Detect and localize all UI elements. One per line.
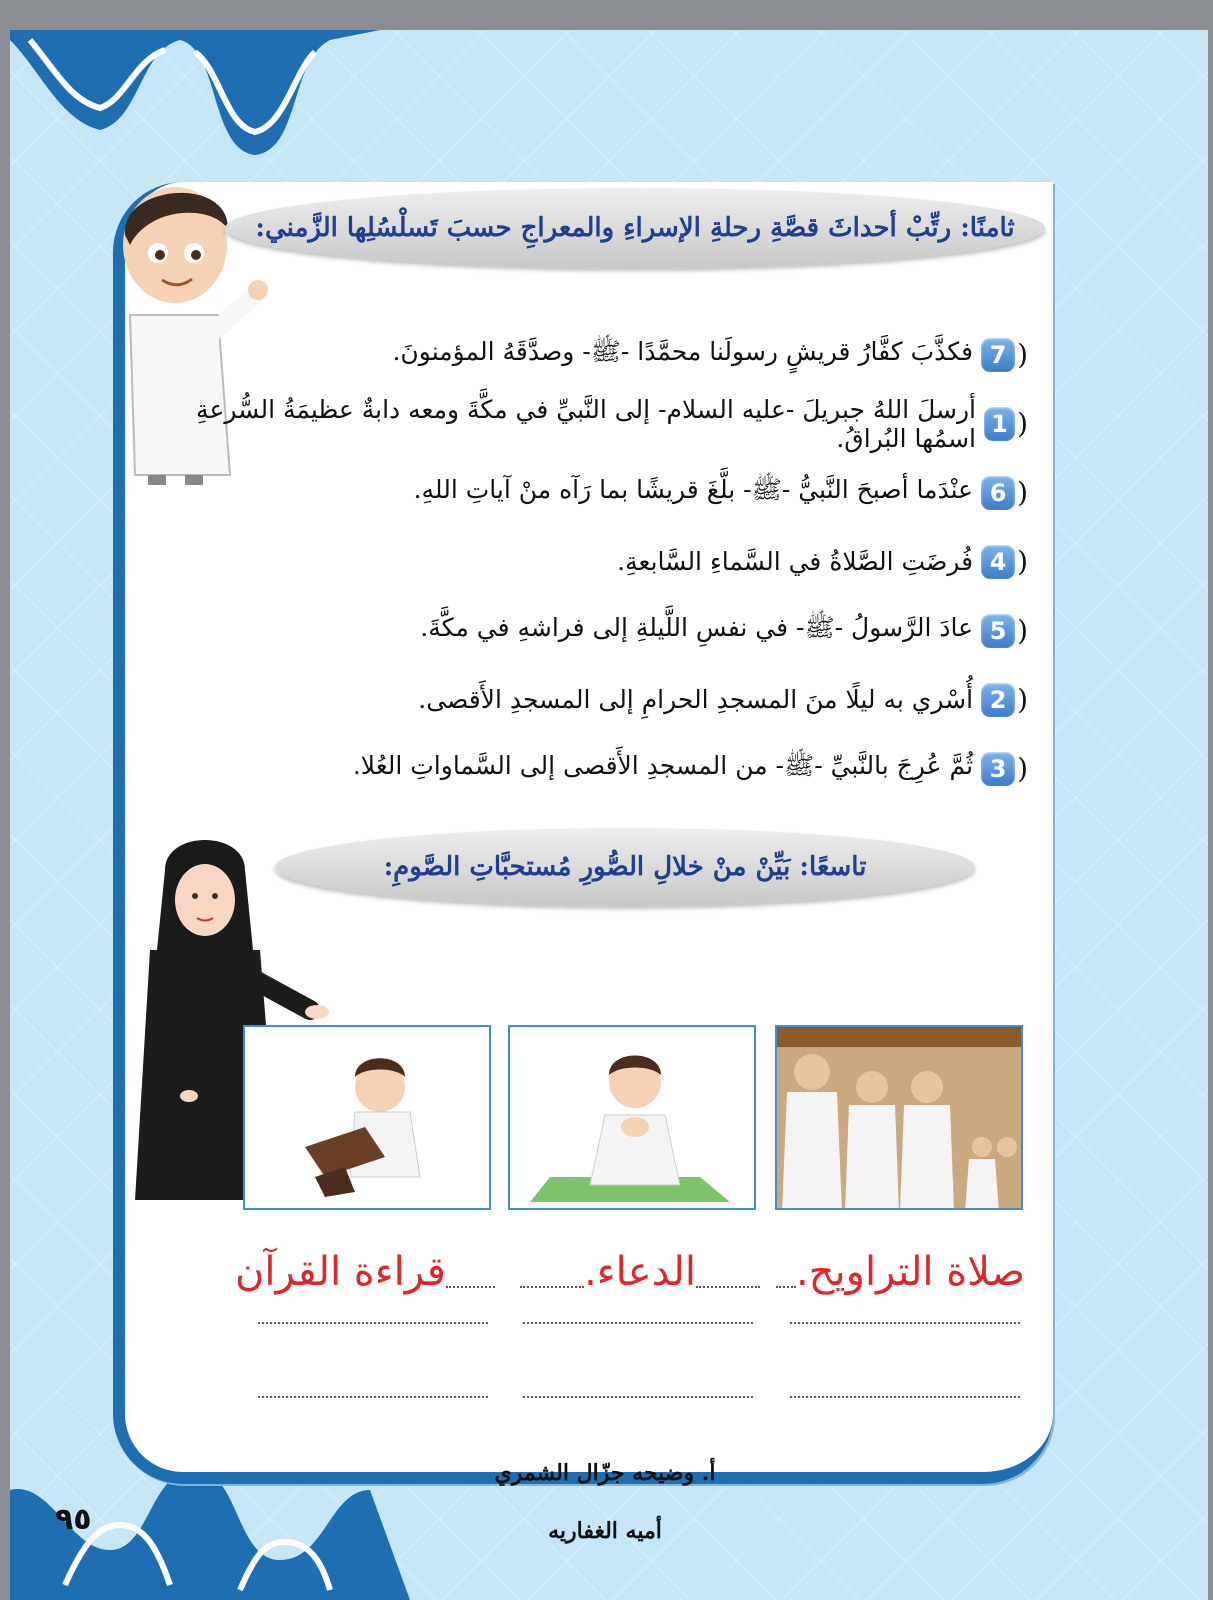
section8-heading-bubble <box>225 188 1045 268</box>
order-number-box[interactable]: 1 <box>984 407 1015 441</box>
list-item: ( 5 عادَ الرَّسولُ -ﷺ- في نفسِ اللَّيلةِ إلى فراشهِ في مكَّةَ. <box>420 613 1028 647</box>
answer-quran[interactable] <box>235 1242 495 1302</box>
list-item: ( 2 أُسْري به ليلًا منَ المسجدِ الحرامِ إلى المسجدِ الأَقصى. <box>418 683 1028 716</box>
event-text: أُسْري به ليلًا منَ المسجدِ الحرامِ إلى المسجدِ الأَقصى. <box>418 685 974 714</box>
list-item: ( 3 ثُمَّ عُرِجَ بالنَّبيِّ -ﷺ- من المسجدِ الأَقصى إلى السَّماواتِ العُلا. <box>352 751 1028 785</box>
school-name: أميه الغفاريه <box>548 1518 662 1544</box>
answer-line <box>446 1286 495 1288</box>
answer-taraweeh[interactable] <box>785 1242 1025 1302</box>
blank-line[interactable] <box>790 1322 1020 1324</box>
photo-taraweeh <box>775 1025 1023 1210</box>
event-text: فكذَّبَ كفَّارُ قريشٍ رسولَنا محمَّدًا -ﷺ- وصدَّقَهُ المؤمنونَ. <box>392 337 974 366</box>
teacher-name: أ. وضيحه جزّال الشمري <box>494 1460 716 1486</box>
order-number-box[interactable]: 4 <box>981 545 1015 579</box>
ordering-list <box>128 320 1028 803</box>
event-text: أرسلَ اللهُ جبريلَ -عليه السلام- إلى النَّبيِّ في مكَّةَ ومعه دابةٌ عظيمَةُ السُّرعةِ اسمُها البُراقُ. <box>196 394 976 453</box>
blank-line[interactable] <box>523 1396 753 1398</box>
order-number-box[interactable]: 5 <box>981 614 1015 648</box>
blank-line[interactable] <box>790 1396 1020 1398</box>
list-item: ( 7 فكذَّبَ كفَّارُ قريشٍ رسولَنا محمَّدًا -ﷺ- وصدَّقَهُ المؤمنونَ. <box>392 337 1028 371</box>
dua-illustration <box>510 1027 756 1210</box>
order-number-box[interactable]: 2 <box>981 683 1015 717</box>
order-number-box[interactable]: 6 <box>981 476 1015 510</box>
section9-heading: تاسعًا: بَيِّنْ منْ خلالِ الصُّورِ مُستحبَّاتِ الصَّومِ: <box>383 852 867 882</box>
answer-text: قراءة القرآن <box>235 1249 446 1295</box>
page-number: ٩٥ <box>55 1502 92 1537</box>
photo-reading-quran <box>243 1025 491 1210</box>
answer-text: صلاة التراويح. <box>795 1249 1025 1295</box>
answer-line <box>776 1286 796 1288</box>
blank-line[interactable] <box>258 1322 488 1324</box>
list-item: ( 1 أرسلَ اللهُ جبريلَ -عليه السلام- إلى النَّبيِّ في مكَّةَ ومعه دابةٌ عظيمَةُ السُّرعةِ اسمُها البُراقُ. <box>128 389 1028 458</box>
answer-dua[interactable] <box>520 1242 760 1302</box>
top-wave-decoration <box>10 30 380 190</box>
event-text: عنْدَما أصبحَ النَّبيُّ -ﷺ- بلَّغَ قريشًا بما رَآه منْ آياتِ اللهِ. <box>413 475 974 504</box>
answer-text: الدعاء. <box>584 1249 696 1295</box>
event-text: فُرضَتِ الصَّلاةُ في السَّماءِ السَّابعةِ. <box>617 547 974 576</box>
answer-line <box>520 1286 584 1288</box>
answer-line <box>696 1286 760 1288</box>
list-item: ( 6 عنْدَما أصبحَ النَّبيُّ -ﷺ- بلَّغَ قريشًا بما رَآه منْ آياتِ اللهِ. <box>413 475 1028 509</box>
section9-heading-bubble <box>275 828 975 906</box>
order-number-box[interactable]: 7 <box>981 338 1015 372</box>
section8-heading: ثامنًا: رتِّبْ أحداثَ قصَّةِ رحلةِ الإسراءِ والمعراجِ حسبَ تَسلْسُلِها الزَّمني: <box>255 213 1015 243</box>
reading-quran-illustration <box>245 1027 491 1210</box>
photo-dua <box>508 1025 756 1210</box>
workbook-page <box>10 30 1208 1600</box>
event-text: ثُمَّ عُرِجَ بالنَّبيِّ -ﷺ- من المسجدِ الأَقصى إلى السَّماواتِ العُلا. <box>352 751 974 780</box>
blank-line[interactable] <box>258 1396 488 1398</box>
order-number-box[interactable]: 3 <box>981 752 1015 786</box>
blank-line[interactable] <box>523 1322 753 1324</box>
list-item: ( 4 فُرضَتِ الصَّلاةُ في السَّماءِ السَّابعةِ. <box>617 545 1028 578</box>
taraweeh-illustration <box>777 1027 1023 1210</box>
event-text: عادَ الرَّسولُ -ﷺ- في نفسِ اللَّيلةِ إلى فراشهِ في مكَّةَ. <box>420 613 974 642</box>
